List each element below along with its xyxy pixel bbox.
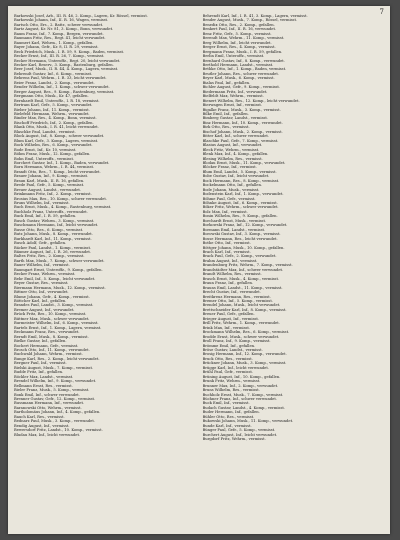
list-entry: Burmeister Wilhelm, Inf., 6. Komp., vermisst. [14, 321, 99, 326]
column-right [203, 14, 385, 530]
list-entry: Barkowski Johann, Inf., II. R. 16, Wagen, vermisst. [14, 18, 109, 23]
list-entry: Böttger Johann, Musk., 10. Komp., gefallen. [202, 245, 285, 250]
list-entry: Bunge Karl, Res., 2. Komp., leicht verwundet. [14, 356, 100, 361]
list-entry: Brack Paul, Gefr., 2. Komp., verwundet. [202, 254, 277, 259]
list-entry: Bernhard Gustav, Inf., 8. Komp., verwundet. [202, 58, 285, 63]
list-entry: Behrendt Gustav, Inf., 6. Komp., vermisst. [14, 71, 93, 76]
list-entry: Bender August, Musk., 7. Komp., Rössel, vermisst. [202, 18, 298, 23]
list-entry: Bode Ernst, Inf., Kr. 10, vermisst. [14, 147, 77, 152]
list-entry: Birk Otto, Res., vermisst. [202, 125, 250, 130]
list-entry: Busse Otto, Res., 6. Komp., vermisst. [14, 227, 84, 232]
list-entry: Bewersdorf Fritz, Landst., 10. Komp., vermisst. [14, 428, 103, 433]
list-entry: Brink Max, Inf., vermisst. [202, 325, 251, 330]
list-entry: Buch Ernst, Musk., 4. Komp., Rastenburg, vermisst. [14, 205, 112, 210]
list-entry: Bellmann Ernst, Res., vermisst. [14, 383, 73, 388]
list-entry: Bergmann Otto, Musk., Kr. 47, gefallen. [14, 94, 89, 99]
list-entry: Bauch Karl, Res., vermisst. [14, 414, 65, 419]
list-entry: Bender Wilhelm, Inf., 1. Komp., schwer verwundet. [14, 85, 110, 90]
list-entry: Biermann Hermann, Musk., 12. Komp., vermisst. [14, 285, 106, 290]
list-entry: Bock Hermann, Res., 8. Komp., vermisst. [202, 178, 280, 183]
list-entry: Bremer Otto, Inf., 5. Komp., vermisst. [202, 299, 273, 303]
list-entry: Brosius Max, Res., 10. Komp., schwer verwundet. [14, 196, 107, 201]
list-entry: Burgdorf Fritz, Wehrm., vermisst. [202, 437, 266, 442]
list-entry: Brandstädter Max, Inf., schwer verwundet. [202, 267, 284, 272]
list-entry: Borkowski Franz, Inf., 12. Komp., verwundet. [202, 223, 288, 228]
list-entry: Bartz August, Kr. Nr. 81, 3. Komp., Bonn, verwundet. [14, 27, 114, 32]
list-entry: Bock Wilhelm, Res., 6. Komp., verwundet. [14, 143, 93, 148]
list-entry: Borowski Gustav, Inf., 3. Komp., vermisst. [202, 232, 281, 237]
column-left [14, 14, 196, 530]
list-entry: Bendig August, Inf., vermisst. [14, 423, 70, 428]
list-entry: Baumann Fritz, Res., Regt. 41, leicht verwundet. [14, 36, 106, 41]
list-entry: Böhm Franz, Musk., 12. Komp., gefallen. [14, 152, 91, 157]
list-entry: Buck Emil, Inf., vermisst. [202, 401, 250, 406]
list-entry: Benkert Paul, Inf., II. R. 16, verwundet. [202, 27, 277, 32]
list-entry: Bruck Otto, Res., vermisst. [202, 356, 253, 361]
list-entry: Binder Max, Res., 4. Komp., Bonn, vermisst. [14, 116, 97, 121]
list-entry: Blenk Max, Inf., 4. Komp., gefallen. [202, 152, 269, 157]
list-entry: Bayer Johann, Gefr., Kr. 8, II. R. 29, vermisst. [14, 45, 99, 50]
entry-columns [14, 14, 384, 530]
list-entry: Benz Fritz, Gefr., 5. Komp., vermisst. [202, 31, 272, 36]
list-entry: Burkhardt Karl, Inf., 11. Komp., vermisst. [14, 236, 92, 241]
list-entry: Busch Adolf, Gefr., gefallen. [14, 241, 67, 246]
list-entry: Brecht Gustav, Inf., verwundet. [202, 290, 261, 295]
list-entry: Blume Johann, Gefr., 4. Komp., vermisst. [14, 294, 90, 299]
list-entry: Bischof Johann, Musk., 2. Komp., vermisst. [202, 129, 283, 134]
list-entry: Bartsch Otto, Ers., 2. Battr., schwer verwundet. [14, 22, 104, 27]
list-entry: Bergner Paul, Inf., vermisst. [14, 361, 67, 366]
list-entry: Behr Emil, Inf., 5. Komp., leicht verwundet. [14, 276, 96, 281]
list-entry: Beck Friedrich, Musk., I. R. 59, 9. Komp., Baden, vermisst. [14, 49, 125, 54]
list-entry: Borchardt Ernst, Musk., vermisst. [202, 218, 267, 223]
list-entry: Bosse Hermann, Res., leicht verwundet. [202, 236, 278, 241]
list-entry: Bischoff Friedrich, Inf., 2. Komp., gefallen. [14, 120, 94, 125]
list-entry: Breuer August, Landst., verwundet. [14, 187, 82, 192]
list-entry: Bochert Hermann, Gefr., vermisst. [14, 343, 79, 348]
list-entry: Bunde Karl, Inf., vermisst. [202, 423, 252, 428]
list-entry: Bonin Wilhelm, Res., 9. Komp., gefallen. [202, 214, 278, 219]
list-entry: Böhme Paul, Gefr., vermisst. [202, 196, 256, 201]
list-entry: Brunk Fritz, Wehrm., vermisst. [202, 379, 261, 384]
list-entry: Breuer Paul, Gefr., gefallen. [202, 312, 255, 317]
list-entry: Blasius August, Inf., verwundet. [202, 143, 263, 148]
list-entry: Brunner Max, Inf., 2. Komp., verwundet. [202, 383, 279, 388]
list-entry: Benedix Otto, Res., 2. Komp., gefallen. [202, 22, 275, 27]
list-entry: Busch Gustav, Wehrm., 3. Komp., vermisst. [14, 218, 95, 223]
list-entry: Brendel Wilhelm, Inf., 9. Komp., verwundet. [14, 379, 97, 384]
list-entry: Behrendt Karl, Inf., I. R. 41, 3. Komp., Lagern, vermisst. [202, 14, 308, 18]
list-entry: Bothe Otto, Inf., vermisst. [202, 241, 251, 246]
list-entry: Berg Wilhelm, Inf., leicht verwundet. [202, 40, 272, 45]
list-entry: Bünger Paul, Gefr., 5. Komp., vermisst. [202, 428, 276, 433]
list-entry: Buder Hermann, Inf., gefallen. [202, 410, 260, 415]
list-entry: Bigalke Franz, Musk., 3. Komp., vermisst. [202, 107, 281, 112]
list-entry: Brosig Hermann, Inf., 12. Komp., verwundet. [202, 352, 287, 357]
list-entry: Beckmann Franz, Res., verwundet. [14, 330, 80, 335]
list-entry: Barth Max, Musk., 7. Komp., schwer verwundet. [14, 258, 105, 263]
list-entry: Brach Karl, Inf., vermisst. [202, 250, 251, 255]
list-entry: Barkowski Josef, Arb., III. R. 46, 2. Komp., Lagern, Kr. Rössel, vermisst. [14, 14, 148, 18]
list-entry: Baranowski Otto, Wehrm., vermisst. [14, 405, 82, 410]
list-entry: Beier Franz, Landst., 2. Komp., verwundet. [14, 80, 95, 85]
list-entry: Bodenstein Karl, Inf., 1. Komp., verwundet. [202, 192, 284, 197]
list-entry: Bäumer August, Inf., I. R. 26, verwundet. [14, 250, 92, 255]
list-entry: Becker Franz, Wehrm., vermisst. [14, 272, 76, 277]
list-entry: Bussmann Hermann, Inf., verwundet. [14, 401, 85, 406]
list-entry: Bitter Karl, Inf., schwer verwundet. [202, 134, 270, 139]
list-entry: Brasch Ernst, Musk., 4. Komp., vermisst. [202, 276, 280, 281]
list-entry: Büttner Max, Musk., schwer verwundet. [14, 316, 90, 321]
list-entry: Binz Hermann, Inf., 10. Komp., verwundet. [202, 120, 283, 125]
list-entry: Brückner Johann, Musk., 3. Komp., vermisst. [202, 361, 287, 366]
list-entry: Berger August, Res., 9. Komp., Rastenburg, vermisst. [14, 89, 115, 94]
list-entry: Bröse Gustav, Landst., vermisst. [202, 347, 263, 352]
list-entry: Bolz Max, Inf., vermisst. [202, 209, 248, 214]
list-entry: Blodau Ernst, Musk., 11. Komp., verwundet. [202, 160, 286, 165]
list-entry: Blum Karl, Gefr., 3. Komp., Lagern, vermisst. [14, 138, 99, 143]
list-entry: Bauer Wilhelm, Inf., vermisst. [14, 263, 70, 268]
list-entry: Bonk Emil, Inf., schwer verwundet. [14, 392, 80, 397]
list-entry: Bielefeld Hermann, Wehrm., verwundet. [14, 111, 90, 116]
document-page [8, 6, 390, 534]
list-entry: Bittner Otto, Inf., verwundet. [14, 290, 69, 295]
list-entry: Buchholz Franz, Unteroffz., verwundet. [14, 209, 88, 214]
list-entry: Blaschke Paul, Landst., vermisst. [14, 129, 76, 134]
list-entry: Beutler Johann, Res., schwer verwundet. [202, 71, 280, 76]
list-entry: Blesing Wilhelm, Res., vermisst. [202, 156, 263, 161]
list-entry: Brühl Paul, Gefr., vermisst. [202, 370, 253, 375]
list-entry: Becker Karl, Reserv., 3. Komp., Rastenburg, gefallen. [14, 62, 114, 67]
list-entry: Bode Johann, Musk., vermisst. [202, 187, 260, 192]
list-entry: Bertram Karl, Gefr., 5. Komp., verwundet. [14, 103, 93, 108]
list-entry: Brenner Gustav, Gefr., 12. Komp., vermisst. [14, 396, 96, 401]
list-entry: Bieber Johann, Inf., 11. Komp., vermisst. [14, 107, 90, 112]
list-entry: Berger Ernst, Res., 4. Komp., vermisst. [202, 45, 276, 50]
list-entry: Brahm August, Inf., vermisst. [202, 258, 258, 263]
list-entry: Bethke Otto, Inf., 1. Komp., Baden, vermisst. [202, 67, 287, 72]
page-number: 7 [379, 8, 384, 16]
list-entry: Bielski August, Musk., 7. Komp., vermisst. [14, 365, 94, 370]
list-entry: Bichler August, Gefr., 9. Komp., vermisst. [202, 85, 281, 90]
list-entry: Bartholomäus Johann, Inf., 4. Komp., gefallen. [14, 410, 101, 415]
list-entry: Bialas Paul, Inf., gefallen. [202, 80, 251, 85]
list-entry: Blank Otto, Musk., I. R. 41, leicht verwundet. [14, 125, 99, 130]
list-entry: Butz Johann, Musk., 8. Komp., verwundet. [14, 232, 93, 237]
list-entry: Bremer August, Inf., verwundet. [14, 307, 75, 312]
list-entry: Berthold Hermann, Landst., vermisst. [202, 62, 274, 67]
list-entry: Blaschke Paul, Gefr., 7. Komp., vermisst. [202, 138, 279, 143]
list-entry: Block August, Inf., 8. Komp., schwer verwundet. [14, 134, 105, 139]
list-entry: Böhnke August, Inf., 6. Komp., vermisst. [202, 201, 278, 206]
list-entry: Brüning August, Inf., 10. Komp., gefallen. [202, 374, 281, 379]
list-entry: Becker Hermann, Unteroffz., Regt. 20, leicht verwundet. [14, 58, 121, 63]
list-entry: Buschmann Hermann, Inf., leicht verwundet. [14, 223, 99, 228]
list-entry: Burchert August, Inf., leicht verwundet. [202, 432, 278, 437]
list-entry: Brendel Johann, Musk., leicht verwundet. [202, 303, 281, 308]
list-entry: Blum Emil, Landst., 5. Komp., vermisst. [202, 169, 277, 174]
list-entry: Bruns Wilhelm, Inf., vermisst. [14, 201, 70, 206]
list-entry: Brück Fritz, Res., 10. Komp., vermisst. [14, 312, 87, 317]
list-entry: Berlin Emil, Unteroffz., vermisst. [202, 54, 265, 59]
list-entry: Buck Emil, Inf., I. R. 59, gefallen. [14, 214, 77, 219]
list-entry: Bednarz Paul, Musk., 3. Komp., verwundet. [14, 419, 95, 424]
list-entry: Behrens Paul, Wehrm., I. R. 33, leicht verwundet. [14, 76, 107, 81]
list-entry: Budde Fritz, Inf., gefallen. [14, 370, 64, 375]
list-entry: Beer Josef, Musk., II. R. 44, 4. Komp., Lagern, vermisst. [14, 67, 119, 72]
list-entry: Brede Paul, Gefr., 5. Komp., vermisst. [14, 183, 85, 188]
list-entry: Buchwald Johann, Wehrm., vermisst. [14, 352, 83, 357]
list-entry: Born Hermann, Wehrm., I. R. 44, vermisst. [14, 165, 95, 170]
list-entry: Beyer Gustav, Res., vermisst. [14, 281, 69, 286]
list-entry: Bergmann Franz, Musk., I. R. 59, gefallen. [202, 49, 283, 54]
list-entry: Bukowski Johann, Musk., 11. Komp., verwundet. [202, 419, 294, 424]
list-entry: Brinkmann Fritz, Inf., 2. Komp., vermisst. [14, 192, 92, 197]
list-entry: Böttcher Karl, Inf., gefallen. [14, 299, 67, 303]
list-entry: Brauns Emil, Landst., 11. Komp., vermisst. [202, 285, 283, 290]
list-entry: Bormann Emil, Landst., vermisst. [202, 227, 266, 232]
list-entry: Bühler Otto, Res., vermisst. [202, 414, 255, 419]
list-entry: Becker Ernst, Inf., III. R. 26, 7. Komp., vermisst. [14, 54, 105, 59]
list-entry: Brandenburg Fritz, Wehrm., 7. Komp., vermisst. [202, 263, 293, 268]
list-entry: Brieger August, Inf., vermisst. [202, 316, 260, 321]
list-entry: Bielfeldt Max, Wehrm., vermisst. [202, 94, 264, 99]
list-entry: Bernhardt Emil, Unteroffz., I. R. 18, vermisst. [14, 98, 100, 103]
list-entry: Beyer Karl, Musk., 6. Komp., vermisst. [202, 76, 275, 81]
list-entry: Biedermann Fritz, Inf., verwundet. [202, 89, 268, 94]
list-entry: Braun Franz, Inf., gefallen. [202, 281, 254, 286]
list-entry: Brandt Wilhelm, Res., vermisst. [202, 272, 262, 277]
list-entry: Büchner Franz, Inf., schwer verwundet. [202, 396, 278, 401]
list-entry: Breitkreuz Hermann, Res., vermisst. [202, 294, 271, 299]
list-entry: Buchholz Ernst, Musk., 7. Komp., vermisst. [202, 392, 284, 397]
list-entry: Bimberg Gustav, Landst., vermisst. [202, 116, 269, 121]
list-entry: Brandes Paul, Landst., 3. Komp., vermisst. [14, 303, 94, 308]
list-entry: Baumgart Ernst, Unteroffz., 9. Komp., gefallen. [14, 267, 103, 272]
list-entry: Bleck Fritz, Wehrm., vermisst. [202, 147, 260, 152]
list-entry: Brauer Johann, Inf., 9. Komp., vermisst. [14, 174, 89, 179]
list-entry: Brodde Ernst, Musk., schwer verwundet. [202, 334, 280, 339]
list-entry: Brügge Karl, Inf., leicht verwundet. [202, 365, 270, 370]
list-entry: Bilke Emil, Inf., gefallen. [202, 111, 249, 116]
list-entry: Bockelmann Otto, Inf., gefallen. [202, 183, 263, 188]
list-entry: Bierwagen Ernst, Inf., vermisst. [202, 103, 263, 108]
list-entry: Brill Fritz, Wehrm., 1. Komp., verwundet. [202, 321, 280, 326]
list-entry: Borchert Gustav, Inf., 1. Komp., Baden, verwundet. [14, 160, 110, 165]
list-entry: Bieler Franz, Musk., 5. Komp., vermisst. [14, 388, 90, 393]
list-entry: Brockmann Wilhelm, Res., 6. Komp., vermisst. [202, 330, 290, 335]
list-entry: Bielke Gustav, Inf., gefallen. [14, 339, 67, 344]
list-entry: Baumert Karl, Wehrm., 1. Komp., gefallen. [14, 40, 94, 45]
list-entry: Broll Franz, Inf., 9. Komp., vermisst. [202, 339, 271, 344]
list-entry: Baltes Fritz, Res., 2. Komp., vermisst. [14, 254, 85, 259]
list-entry: Brömme Emil, Inf., gefallen. [202, 343, 256, 348]
list-entry: Berndt Emil, Musk., 8. Komp., vermisst. [14, 334, 89, 339]
list-entry: Bludau Max, Inf., leicht verwundet. [14, 432, 81, 437]
list-entry: Brandt Otto, Res., 7. Komp., leicht verwundet. [14, 169, 101, 174]
list-entry: Baum Franz, Inf., 7. Komp., Bergen, verwundet. [14, 31, 104, 36]
list-entry: Böker Fritz, Wehrm., schwer verwundet. [202, 205, 279, 210]
list-entry: Blöcker Franz, Inf., vermisst. [202, 165, 257, 170]
list-entry: Brettschneider Karl, Inf., 8. Komp., vermisst. [202, 307, 287, 312]
list-entry: Bruns Wilhelm, Res., vermisst. [202, 388, 260, 393]
list-entry: Bohn Emil, Unteroffz., vermisst. [14, 156, 75, 161]
list-entry: Bäcker Paul, Landst., 1. Komp., vermisst. [14, 245, 92, 250]
list-entry: Bienert Wilhelm, Res., 12. Komp., leicht verwundet. [202, 98, 300, 103]
list-entry: Böckler Max, Landst., vermisst. [14, 374, 74, 379]
list-entry: Braun Karl, Musk., II. R. 16, gefallen. [14, 178, 85, 183]
list-entry: Brosch Otto, Inf., 11. Komp., verwundet. [14, 347, 90, 352]
list-entry: Bobe Gustav, Inf., leicht verwundet. [202, 174, 270, 179]
list-entry: Berendt Max, Wehrm., 11. Komp., vermisst. [202, 36, 285, 41]
list-entry: Bartels Ernst, Inf., 1. Komp., Lagern, vermisst. [14, 325, 102, 330]
list-entry: Budach Gustav, Landst., 4. Komp., vermisst. [202, 405, 285, 410]
